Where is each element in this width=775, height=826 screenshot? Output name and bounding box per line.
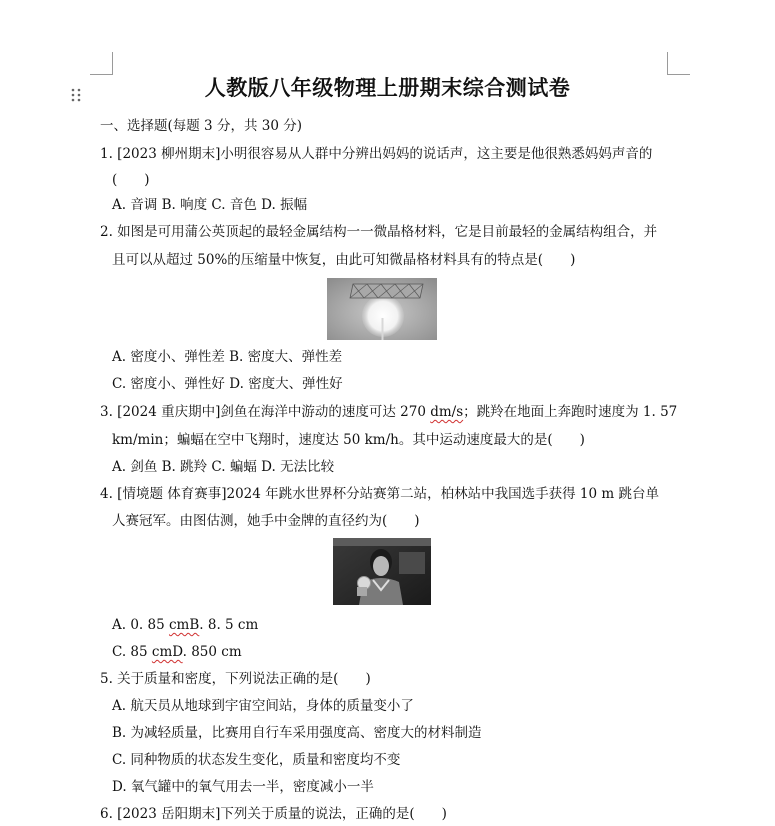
question-4-option-b: . 8. 5 cm: [199, 617, 259, 633]
question-2-stem-line1: 2. 如图是可用蒲公英顶起的最轻金属结构一一微晶格材料，它是目前最轻的金属结构组合，并: [100, 224, 658, 240]
question-1-options: A. 音调 B. 响度 C. 音色 D. 振幅: [112, 197, 308, 213]
question-6-stem: 6. [2023 岳阳期末]下列关于质量的说法，正确的是( ): [100, 806, 447, 822]
question-4-options-line1: [112, 616, 258, 634]
question-3-stem-line1: [100, 403, 677, 421]
spellcheck-underlined-unit: cmB: [168, 617, 200, 633]
question-4-options-line2: [112, 643, 242, 661]
question-3-options: A. 剑鱼 B. 跳羚 C. 蝙蝠 D. 无法比较: [112, 459, 335, 475]
athlete-gold-medal-photo: [333, 538, 431, 605]
question-2-stem-line2: 且可以从超过 50%的压缩量中恢复，由此可知微晶格材料具有的特点是( ): [112, 252, 576, 268]
question-5-option-c: C. 同种物质的状态发生变化，质量和密度均不变: [112, 752, 401, 768]
question-3-stem-part2: ；跳羚在地面上奔跑时速度为 1. 57: [463, 404, 678, 420]
question-4-option-c: C. 85: [112, 644, 152, 660]
question-4-option-a: A. 0. 85: [112, 617, 169, 633]
question-5-stem: 5. 关于质量和密度，下列说法正确的是( ): [100, 671, 371, 687]
question-4-stem-line1: 4. [情境题 体育赛事]2024 年跳水世界杯分站赛第二站，柏林站中我国选手获得 10 m 跳台单: [100, 486, 659, 502]
spellcheck-underlined-unit: dm/s: [430, 404, 464, 420]
question-3-stem-part1: 3. [2024 重庆期中]剑鱼在海洋中游动的速度可达 270: [100, 404, 431, 420]
question-5-option-a: A. 航天员从地球到宇宙空间站，身体的质量变小了: [112, 698, 414, 714]
section-heading: 一、选择题(每题 3 分，共 30 分): [100, 118, 302, 134]
question-4-option-d: . 850 cm: [182, 644, 242, 660]
question-5-option-d: D. 氧气罐中的氧气用去一半，密度减小一半: [112, 779, 374, 795]
question-4-stem-line2: 人赛冠军。由图估测，她手中金牌的直径约为( ): [112, 513, 420, 529]
question-2-options-line2: C. 密度小、弹性好 D. 密度大、弹性好: [112, 376, 343, 392]
dandelion-microlattice-photo: [327, 278, 437, 340]
question-1-stem: 1. [2023 柳州期末]小明很容易从人群中分辨出妈妈的说话声，这主要是他很熟悉妈妈声音的: [100, 146, 653, 162]
question-1-blank: ( ): [112, 172, 150, 188]
question-5-option-b: B. 为减轻质量，比赛用自行车采用强度高、密度大的材料制造: [112, 725, 482, 741]
question-3-stem-line2: km/min；蝙蝠在空中飞翔时，速度达 50 km/h。其中运动速度最大的是( ): [112, 432, 585, 448]
spellcheck-underlined-unit: cmD: [151, 644, 183, 660]
document-title: 人教版八年级物理上册期末综合测试卷: [204, 76, 571, 100]
question-2-options-line1: A. 密度小、弹性差 B. 密度大、弹性差: [112, 349, 343, 365]
